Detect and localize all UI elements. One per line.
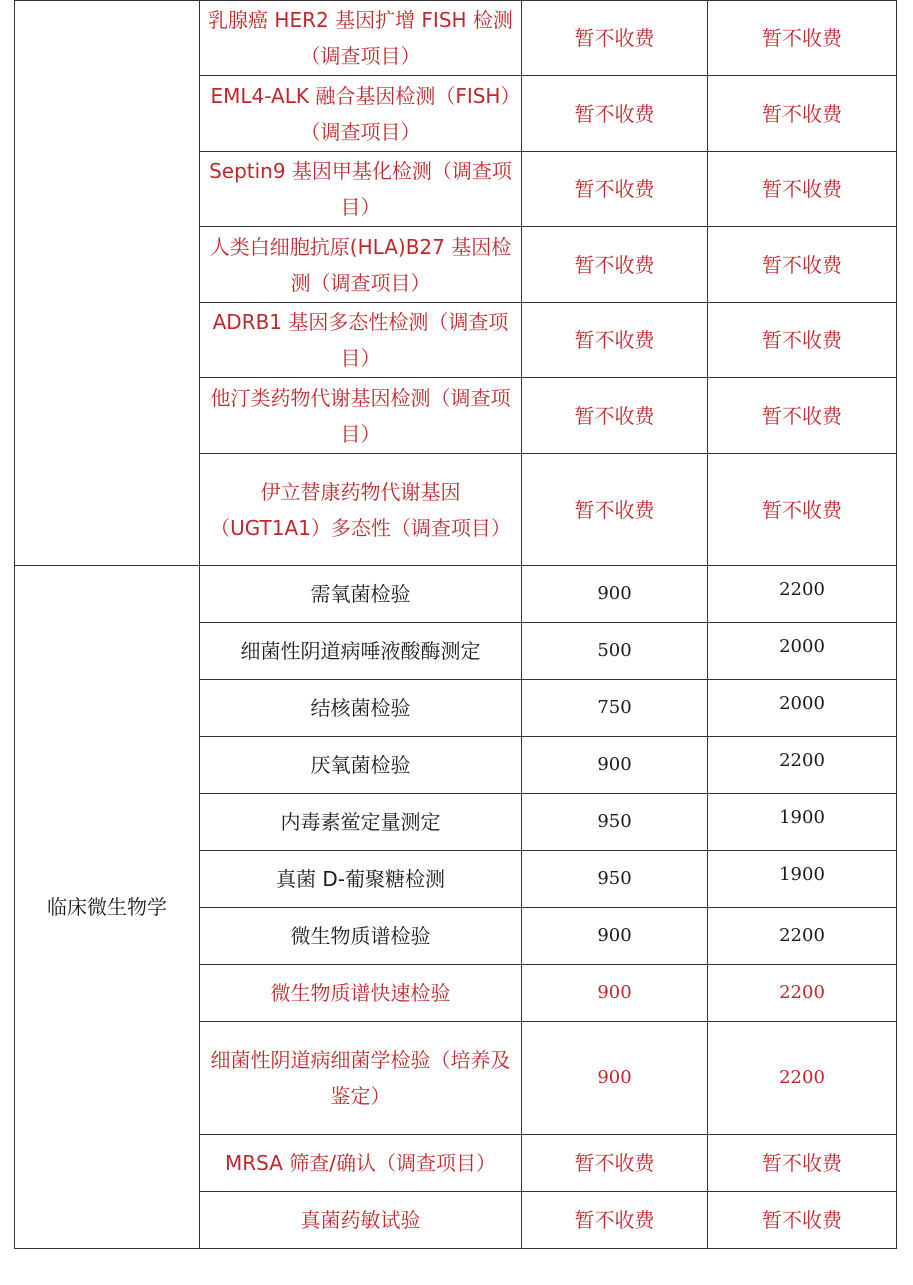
fee-b: 2200 bbox=[708, 737, 897, 794]
fee-b: 暂不收费 bbox=[708, 227, 897, 303]
fee-a: 暂不收费 bbox=[522, 227, 708, 303]
fee-a: 750 bbox=[522, 680, 708, 737]
fee-a: 900 bbox=[522, 737, 708, 794]
fee-b: 1900 bbox=[708, 794, 897, 851]
item-name: EML4-ALK 融合基因检测（FISH）（调查项目） bbox=[200, 76, 522, 152]
fee-a: 暂不收费 bbox=[522, 1, 708, 76]
fee-b: 暂不收费 bbox=[708, 1135, 897, 1192]
fee-b: 2200 bbox=[708, 965, 897, 1022]
item-name: 需氧菌检验 bbox=[200, 566, 522, 623]
table-row bbox=[15, 1, 897, 76]
fee-a: 暂不收费 bbox=[522, 303, 708, 378]
fee-b: 暂不收费 bbox=[708, 76, 897, 152]
item-name: 他汀类药物代谢基因检测（调查项目） bbox=[200, 378, 522, 454]
fee-b: 2000 bbox=[708, 623, 897, 680]
fee-b: 1900 bbox=[708, 851, 897, 908]
item-name: 伊立替康药物代谢基因（UGT1A1）多态性（调查项目） bbox=[200, 454, 522, 566]
table-row bbox=[15, 566, 897, 623]
item-name: ADRB1 基因多态性检测（调查项目） bbox=[200, 303, 522, 378]
fee-b: 2000 bbox=[708, 680, 897, 737]
item-name: 微生物质谱快速检验 bbox=[200, 965, 522, 1022]
item-name: 人类白细胞抗原(HLA)B27 基因检测（调查项目） bbox=[200, 227, 522, 303]
item-name: 厌氧菌检验 bbox=[200, 737, 522, 794]
fee-b: 2200 bbox=[708, 908, 897, 965]
item-name: 乳腺癌 HER2 基因扩增 FISH 检测（调查项目） bbox=[200, 1, 522, 76]
item-name: 真菌药敏试验 bbox=[200, 1192, 522, 1249]
fee-b: 暂不收费 bbox=[708, 454, 897, 566]
category-cell-blank bbox=[15, 1, 200, 566]
fee-a: 900 bbox=[522, 1022, 708, 1135]
fee-a: 暂不收费 bbox=[522, 1135, 708, 1192]
fee-a: 暂不收费 bbox=[522, 76, 708, 152]
fee-a: 暂不收费 bbox=[522, 152, 708, 227]
fee-b: 暂不收费 bbox=[708, 1, 897, 76]
item-name: 内毒素鲎定量测定 bbox=[200, 794, 522, 851]
category-label: 临床微生物学 bbox=[15, 566, 200, 1249]
item-name: MRSA 筛查/确认（调查项目） bbox=[200, 1135, 522, 1192]
fee-b: 2200 bbox=[708, 566, 897, 623]
fee-b: 暂不收费 bbox=[708, 1192, 897, 1249]
fee-b: 暂不收费 bbox=[708, 152, 897, 227]
fee-b: 暂不收费 bbox=[708, 303, 897, 378]
fee-a: 暂不收费 bbox=[522, 454, 708, 566]
fee-a: 500 bbox=[522, 623, 708, 680]
fee-a: 900 bbox=[522, 965, 708, 1022]
item-name: 细菌性阴道病唾液酸酶测定 bbox=[200, 623, 522, 680]
fee-a: 暂不收费 bbox=[522, 378, 708, 454]
fee-a: 950 bbox=[522, 851, 708, 908]
fee-a: 900 bbox=[522, 566, 708, 623]
item-name: 微生物质谱检验 bbox=[200, 908, 522, 965]
fee-a: 950 bbox=[522, 794, 708, 851]
fee-a: 900 bbox=[522, 908, 708, 965]
item-name: Septin9 基因甲基化检测（调查项目） bbox=[200, 152, 522, 227]
fee-b: 2200 bbox=[708, 1022, 897, 1135]
fee-table bbox=[14, 0, 897, 1249]
fee-b: 暂不收费 bbox=[708, 378, 897, 454]
item-name: 真菌 D-葡聚糖检测 bbox=[200, 851, 522, 908]
item-name: 结核菌检验 bbox=[200, 680, 522, 737]
fee-a: 暂不收费 bbox=[522, 1192, 708, 1249]
item-name: 细菌性阴道病细菌学检验（培养及鉴定） bbox=[200, 1022, 522, 1135]
